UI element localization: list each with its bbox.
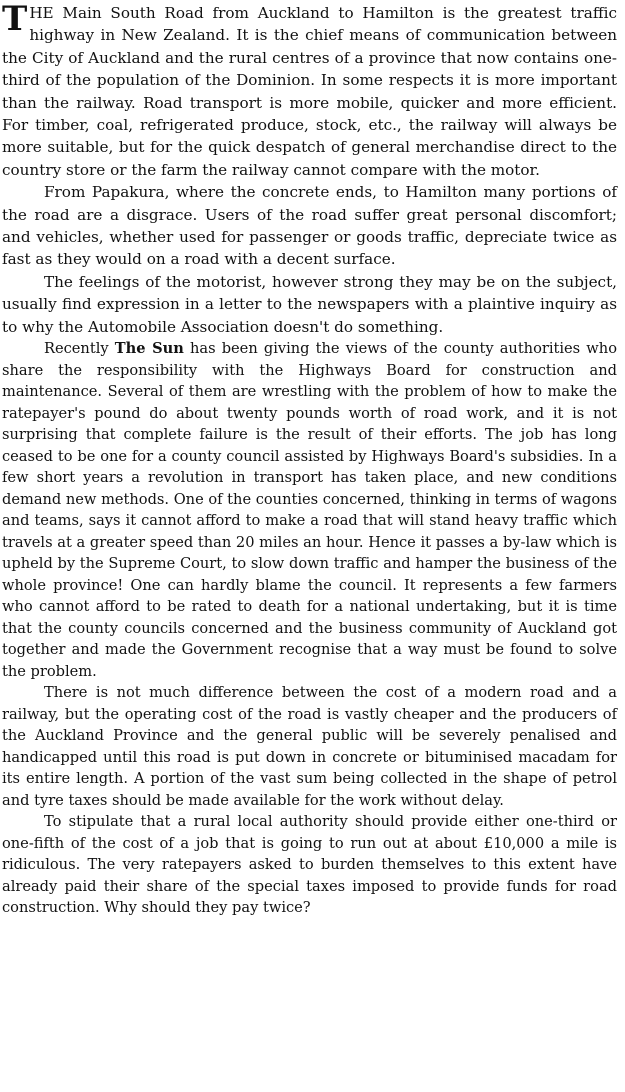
paragraph-3: The feelings of the motorist, however strong they may be on the subject, usually find expression in a letter to the newspapers with a plaintive inquiry as to why the Automobile Association doesn't do something. [2,272,617,336]
paragraph-5: There is not much difference between the cost of a modern road and a railway, but the operating cost of the road is vastly cheaper and the producers of the Auckland Province and the general public will be severely penalised and handicapped until this road is put down in concrete or bituminised macadam for its entire length. A portion of the vast sum being collected in the shape of petrol and tyre taxes should be made available for the work without delay. [2,684,617,809]
paragraph-4-post: has been giving the views of the county authorities who share the responsibility with the Highways Board for construction and maintenance. Several of them are wrestling with the problem of how to make the ratepayer's pound do about twenty pounds worth of road work, and it is not surprising that complete failure is the result of their efforts. The job has long ceased to be one for a county council assisted by Highways Board's subsidies. In a few short years a revolution in transport has taken place, and new conditions demand new methods. One of the counties concerned, thinking in terms of wagons and teams, says it cannot afford to make a road that will stand heavy traffic which travels at a greater speed than 20 miles an hour. Hence it passes a by-law which is upheld by the Supreme Court, to slow down traffic and hamper the business of the whole province! One can hardly blame the council. It represents a few farmers who cannot afford to be rated to death for a national undertaking, but it is time that the county councils concerned and the business community of Auckland got together and made the Government recognise that a way must be found to solve the problem. [2,340,617,680]
paragraph-6: To stipulate that a rural local authority should provide either one-third or one-fifth of the cost of a job that is going to run out at about £10,000 a mile is ridiculous. The very ratepayers asked to burden themselves to this extent have already paid their share of the special taxes imposed to provide funds for road construction. Why should they pay twice? [2,813,617,917]
paragraph-4 [2,338,617,682]
paragraph-2: From Papakura, where the concrete ends, to Hamilton many portions of the road are a disgrace. Users of the road suffer great personal discomfort; and vehicles, whether used for passenger or goods traffic, depreciate twice as fast as they would on a road with a decent surface. [2,183,617,269]
paragraph-1-text: HE Main South Road from Auckland to Hamilton is the greatest traffic highway in New Zealand. It is the chief means of communication between the City of Auckland and the rural centres of a province that now contains one-third of the population of the Dominion. In some respects it is more important than the railway. Road transport is more mobile, quicker and more efficient. For timber, coal, refrigerated produce, stock, etc., the railway will always be more suitable, but for the quick despatch of general merchandise direct to the country store or the farm the railway cannot compare with the motor. [2,4,617,179]
paragraph-1 [2,2,617,181]
paragraph-4-pre: Recently [44,340,115,358]
drop-cap: T [2,0,28,39]
newspaper-name: The Sun [114,340,184,358]
